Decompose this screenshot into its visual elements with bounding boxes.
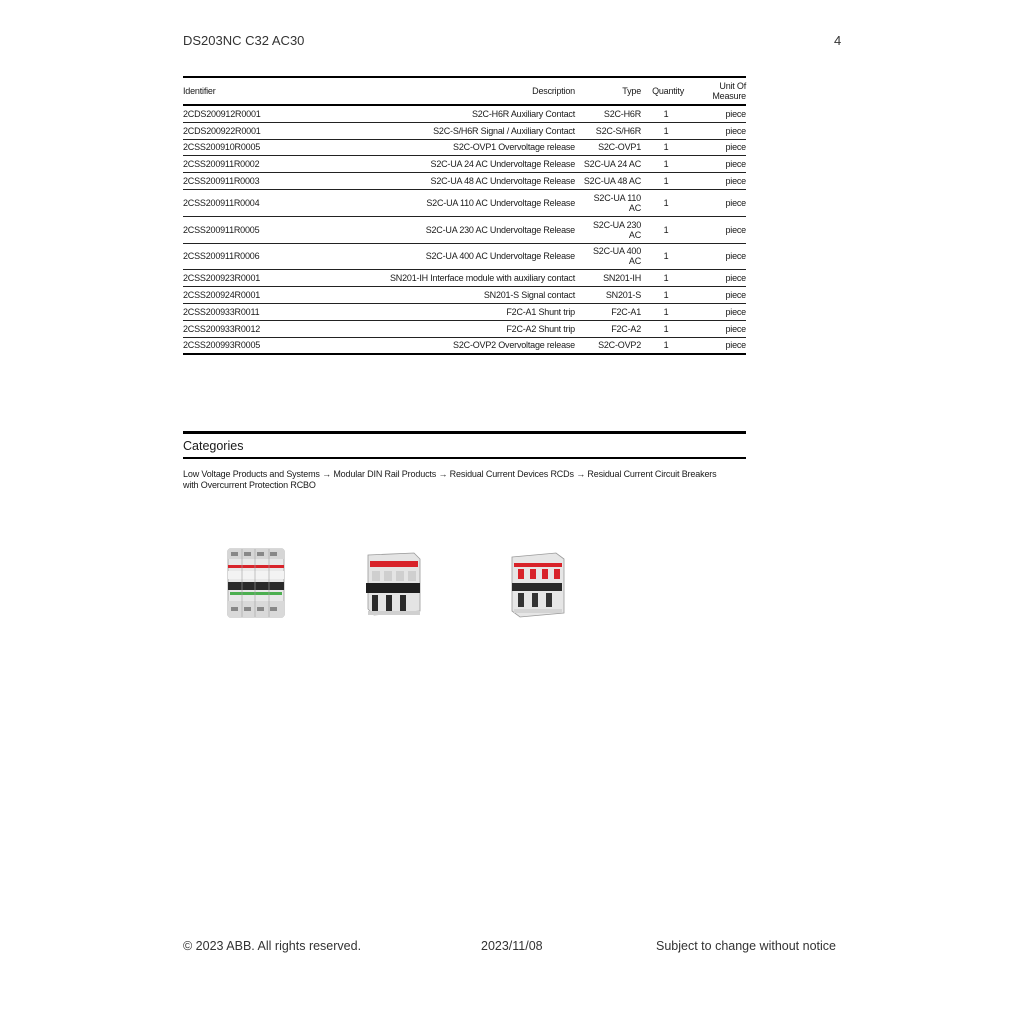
cell-unit: piece — [684, 337, 746, 354]
document-title: DS203NC C32 AC30 — [183, 33, 305, 48]
cell-type: S2C-UA 48 AC — [575, 173, 641, 190]
cell-type — [575, 189, 641, 216]
column-header-description: Description — [532, 86, 575, 96]
page-number: 4 — [834, 33, 842, 48]
cell-identifier: 2CSS200924R0001 — [183, 287, 358, 304]
cell-type: F2C-A2 — [575, 320, 641, 337]
cell-description: S2C-UA 48 AC Undervoltage Release — [358, 173, 575, 190]
cell-quantity — [641, 243, 684, 270]
footer-date: 2023/11/08 — [481, 939, 543, 953]
cell-unit: piece — [684, 287, 746, 304]
footer-notice: Subject to change without notice — [656, 939, 836, 953]
cell-identifier: 2CSS200910R0005 — [183, 139, 358, 156]
quantity-value: 1 — [663, 125, 669, 136]
cell-description: S2C-OVP2 Overvoltage release — [358, 337, 575, 354]
quantity-value: 1 — [663, 323, 669, 334]
cell-description: S2C-S/H6R Signal / Auxiliary Contact — [358, 122, 575, 139]
cell-type — [575, 243, 641, 270]
cell-quantity — [641, 122, 684, 139]
cell-description: S2C-UA 110 AC Undervoltage Release — [358, 189, 575, 216]
cell-identifier: 2CDS200912R0001 — [183, 105, 358, 122]
cell-identifier: 2CSS200911R0002 — [183, 156, 358, 173]
table-row — [183, 156, 746, 173]
cell-unit: piece — [684, 105, 746, 122]
column-header-identifier: Identifier — [183, 86, 216, 96]
quantity-value: 1 — [663, 224, 669, 235]
type-line1: S2C-UA 400 — [592, 246, 641, 257]
cell-quantity — [641, 303, 684, 320]
cell-identifier: 2CSS200911R0003 — [183, 173, 358, 190]
category-path-line2: with Overcurrent Protection RCBO — [183, 480, 316, 490]
cell-unit: piece — [684, 243, 746, 270]
cell-identifier: 2CSS200911R0005 — [183, 216, 358, 243]
table-row — [183, 189, 746, 216]
product-image-front — [225, 545, 287, 621]
cell-identifier: 2CSS200923R0001 — [183, 270, 358, 287]
quantity-value: 1 — [663, 306, 669, 317]
quantity-header-label: Quantity — [652, 86, 684, 96]
cell-quantity — [641, 320, 684, 337]
cell-quantity — [641, 173, 684, 190]
cell-quantity — [641, 216, 684, 243]
cell-identifier: 2CSS200911R0006 — [183, 243, 358, 270]
cell-type: S2C-UA 24 AC — [575, 156, 641, 173]
categories-heading: Categories — [183, 431, 746, 459]
table-row — [183, 122, 746, 139]
cell-unit: piece — [684, 270, 746, 287]
quantity-value: 1 — [663, 340, 669, 351]
cell-unit: piece — [684, 122, 746, 139]
cell-unit: piece — [684, 139, 746, 156]
accessories-table — [183, 76, 746, 355]
cell-unit: piece — [684, 216, 746, 243]
quantity-value: 1 — [663, 197, 669, 208]
type-line2: AC — [628, 202, 641, 213]
cell-quantity — [641, 139, 684, 156]
cell-unit: piece — [684, 189, 746, 216]
cell-type: S2C-H6R — [575, 105, 641, 122]
cell-description: S2C-UA 230 AC Undervoltage Release — [358, 216, 575, 243]
cell-quantity — [641, 105, 684, 122]
column-header-quantity — [641, 77, 684, 105]
cell-description: SN201-IH Interface module with auxiliary contact — [358, 270, 575, 287]
cell-type: S2C-OVP2 — [575, 337, 641, 354]
cell-identifier: 2CSS200993R0005 — [183, 337, 358, 354]
quantity-value: 1 — [663, 142, 669, 153]
footer-copyright: © 2023 ABB. All rights reserved. — [183, 939, 362, 953]
column-header-unit — [684, 77, 746, 105]
cell-quantity — [641, 189, 684, 216]
cell-identifier: 2CSS200933R0012 — [183, 320, 358, 337]
table-row — [183, 337, 746, 354]
cell-identifier: 2CSS200911R0004 — [183, 189, 358, 216]
unit-header-line1: Unit Of — [719, 81, 746, 91]
type-line2: AC — [628, 229, 641, 240]
cell-unit: piece — [684, 320, 746, 337]
cell-description: S2C-UA 400 AC Undervoltage Release — [358, 243, 575, 270]
unit-header-line2: Measure — [712, 91, 746, 101]
cell-description: S2C-H6R Auxiliary Contact — [358, 105, 575, 122]
table-header-row — [183, 77, 746, 105]
table-row — [183, 287, 746, 304]
cell-quantity — [641, 337, 684, 354]
type-line1: S2C-UA 110 — [593, 192, 641, 203]
cell-unit: piece — [684, 156, 746, 173]
cell-description: F2C-A2 Shunt trip — [358, 320, 575, 337]
quantity-value: 1 — [663, 159, 669, 170]
table-row — [183, 105, 746, 122]
product-image-side — [506, 545, 568, 621]
cell-identifier: 2CSS200933R0011 — [183, 303, 358, 320]
quantity-value: 1 — [663, 176, 669, 187]
category-path-line1: Low Voltage Products and Systems → Modular DIN Rail Products → Residual Current Devices RCDs → Residual Current Circuit Breakers — [183, 469, 717, 479]
cell-identifier: 2CDS200922R0001 — [183, 122, 358, 139]
cell-unit: piece — [684, 173, 746, 190]
table-row — [183, 173, 746, 190]
table-row — [183, 243, 746, 270]
type-line1: S2C-UA 230 — [592, 219, 641, 230]
cell-type — [575, 216, 641, 243]
cell-type: S2C-OVP1 — [575, 139, 641, 156]
column-header-type: Type — [622, 86, 641, 96]
cell-quantity — [641, 287, 684, 304]
cell-quantity — [641, 270, 684, 287]
cell-type: SN201-S — [575, 287, 641, 304]
quantity-value: 1 — [663, 290, 669, 301]
table-row — [183, 320, 746, 337]
type-line2: AC — [628, 256, 641, 267]
category-breadcrumb — [183, 469, 753, 491]
product-image-angled — [362, 545, 424, 621]
cell-quantity — [641, 156, 684, 173]
table-row — [183, 139, 746, 156]
cell-unit: piece — [684, 303, 746, 320]
table-row — [183, 216, 746, 243]
quantity-value: 1 — [663, 251, 669, 262]
cell-type: SN201-IH — [575, 270, 641, 287]
cell-description: S2C-OVP1 Overvoltage release — [358, 139, 575, 156]
cell-description: SN201-S Signal contact — [358, 287, 575, 304]
table-row — [183, 303, 746, 320]
cell-description: S2C-UA 24 AC Undervoltage Release — [358, 156, 575, 173]
quantity-value: 1 — [663, 108, 669, 119]
cell-description: F2C-A1 Shunt trip — [358, 303, 575, 320]
quantity-value: 1 — [663, 273, 669, 284]
cell-type: F2C-A1 — [575, 303, 641, 320]
cell-type: S2C-S/H6R — [575, 122, 641, 139]
table-row — [183, 270, 746, 287]
